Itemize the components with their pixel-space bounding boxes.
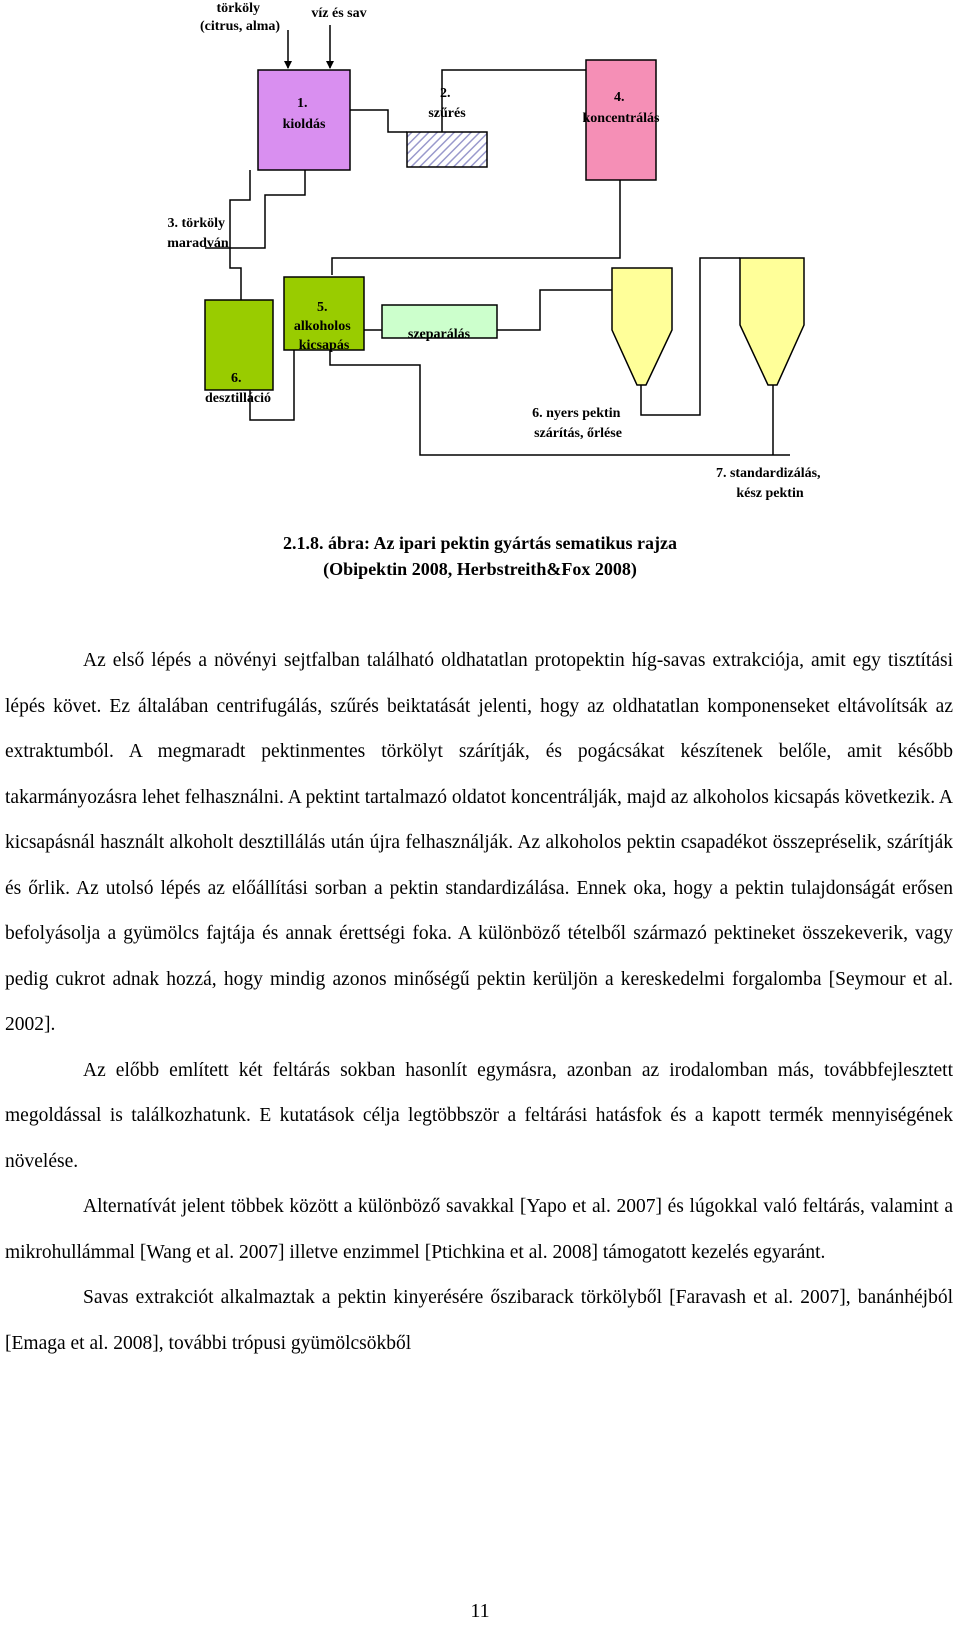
page-number: 11 [470, 1600, 490, 1622]
paragraph-3: Alternatívát jelent többek között a különböző savakkal [Yapo et al. 2007] és lúgokkal való feltárás, valamint a mikrohullámmal [Wang et al. 2007] illetve enzimmel [Ptichkina et al. 2008] támogatott kezelés egyaránt. [5, 1196, 953, 1263]
cyclone-2-shape [740, 258, 804, 385]
figure-caption-line1: 2.1.8. ábra: Az ipari pektin gyártás sematikus rajza [283, 533, 677, 553]
step-szaritas-label: 6. nyers pektin szárítás, őrlése [532, 406, 622, 441]
step-maradvany-label: 3. törköly maradván [167, 216, 229, 251]
paragraph-4: Savas extrakciót alkalmaztak a pektin kinyerésére őszibarack törkölyből [Faravash et al. 2007], banánhéjból [Emaga et al. 2008], további trópusi gyümölcsökből [5, 1287, 953, 1354]
step-szures-label: 2. szűrés [428, 86, 466, 121]
figure-caption [0, 530, 960, 582]
cyclone-1-shape [612, 268, 672, 385]
step-szures-box [407, 132, 487, 167]
step-kicsapas-label: 5. alkoholos kicsapás [293, 300, 351, 353]
input-viz-label: víz és sav [311, 6, 367, 21]
input-torkoly-label: törköly (citrus, alma) [199, 1, 281, 34]
step-desztillacio-label: 6. desztilláció [204, 371, 272, 406]
step-szeparalas-label: szeparálás [407, 327, 471, 342]
body-text [5, 638, 953, 1366]
paragraph-1: Az első lépés a növényi sejtfalban található oldhatatlan protopektin híg-savas extrakciója, amit egy tisztítási lépés követ. Ez általában centrifugálás, szűrés beiktatását jelenti, hogy az oldhatatlan komponenseket eltávolítsák az extraktumból. A megmaradt pektinmentes törkölyt szárítják, és pogácsákat készítenek belőle, amit később takarmányozásra lehet felhasználni. A pektint tartalmazó oldatot koncentrálják, majd az alkoholos kicsapás következik. A kicsapásnál használt alkoholt desztillálás után újra felhasználják. Az alkoholos pektin csapadékot összepréselik, szárítják és őrlik. Az utolsó lépés az előállítási sorban a pektin standardizálása. Ennek oka, hogy a pektin tulajdonságát erősen befolyásolja a gyümölcs fajtája és annak érettségi foka. A különböző tételből származó pektineket összekeverik, vagy pedig cukrot adnak hozzá, hogy mindig azonos minőségű pektin kerüljön a kereskedelmi forgalomba [Seymour et al. 2002]. [5, 650, 953, 1035]
step-koncentralas-label: 4. koncentrálás [582, 90, 660, 126]
step-kioldas-label: 1. kioldás [282, 96, 326, 132]
step-standardizalas-label: 7. standardizálás, kész pektin [715, 466, 821, 500]
figure-caption-line2: (Obipektin 2008, Herbstreith&Fox 2008) [323, 559, 637, 579]
paragraph-2: Az előbb említett két feltárás sokban hasonlít egymásra, azonban az irodalomban más, továbbfejlesztett megoldással is találkozhatunk. E kutatások célja legtöbbször a feltárási hatásfok és a kapott termék mennyiségének növelése. [5, 1059, 953, 1172]
pectin-process-diagram [0, 0, 960, 500]
